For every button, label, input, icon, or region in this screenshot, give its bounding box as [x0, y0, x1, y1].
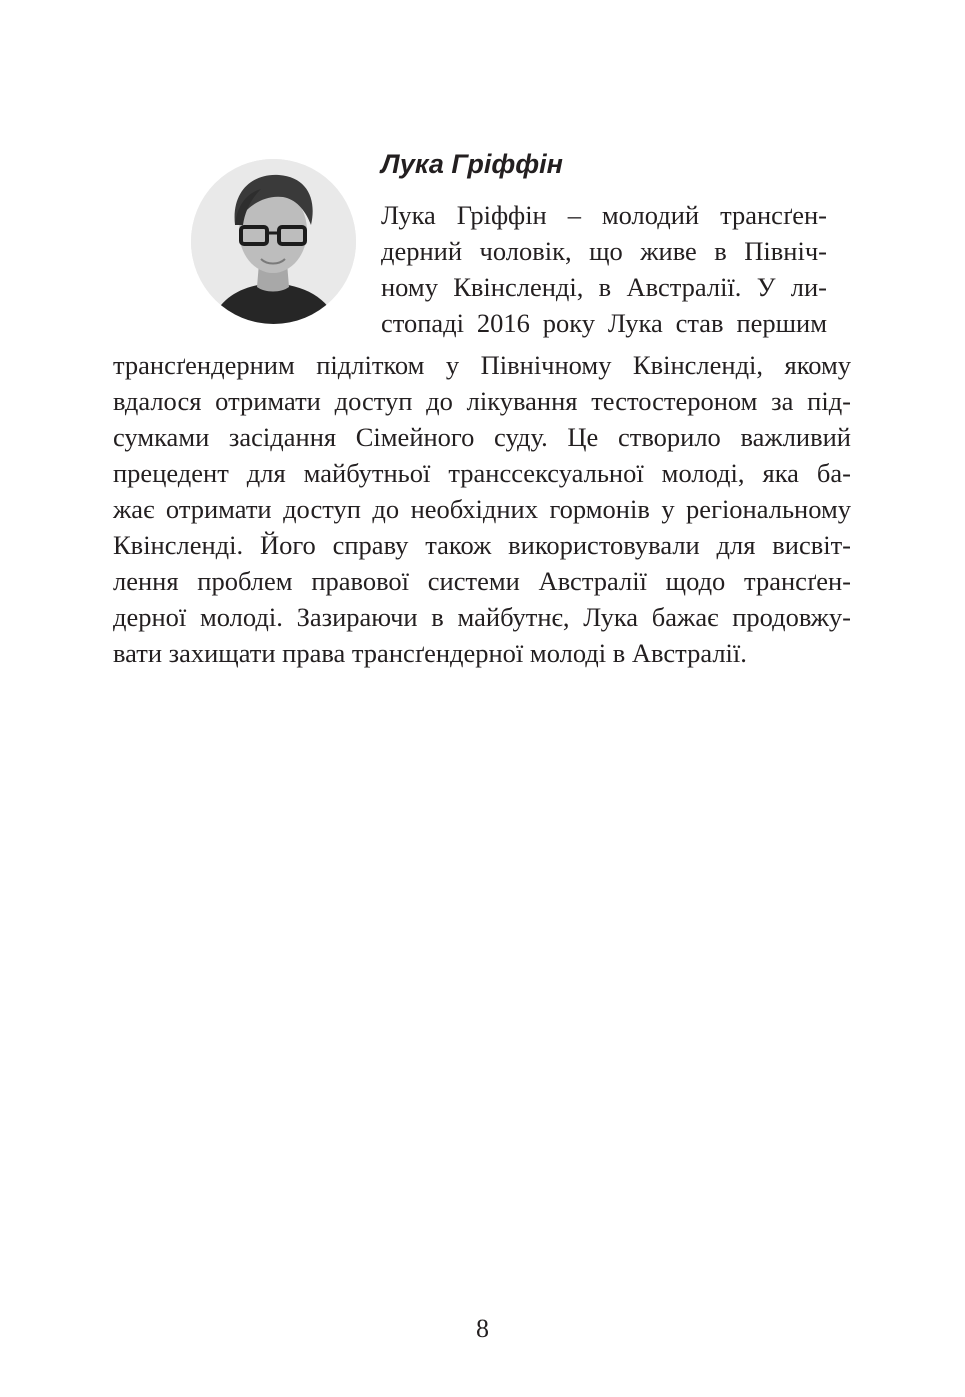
- bio-line: трансґендерним підлітком у Північному Квінсленді, якому: [113, 350, 851, 380]
- bio-line: сумками засідання Сімейного суду. Це створило важливий: [113, 422, 851, 452]
- page-number: 8: [476, 1314, 489, 1343]
- bio-line: жає отримати доступ до необхідних гормонів у регіональному: [113, 494, 851, 524]
- bio-line: дерної молоді. Зазираючи в майбутнє, Лука бажає продовжу-: [113, 602, 851, 632]
- bio-line: лення проблем правової системи Австралії щодо трансґен-: [113, 566, 851, 596]
- portrait-photo: [191, 159, 356, 324]
- bio-line: Лука Гріффін – молодий трансґен-: [381, 200, 827, 230]
- bio-line: стопаді 2016 року Лука став першим: [381, 308, 827, 338]
- bio-line: прецедент для майбутньої транссексуальної молоді, яка ба-: [113, 458, 851, 488]
- bio-line: Квінсленді. Його справу також використовували для висвіт-: [113, 530, 851, 560]
- person-name: Лука Гріффін: [381, 149, 563, 179]
- bio-line: вати захищати права трансґендерної молоді в Австралії.: [113, 638, 747, 668]
- bio-line: ному Квінсленді, в Австралії. У ли-: [381, 272, 827, 302]
- bio-line: дерний чоловік, що живе в Північ-: [381, 236, 827, 266]
- bio-line: вдалося отримати доступ до лікування тестостероном за під-: [113, 386, 851, 416]
